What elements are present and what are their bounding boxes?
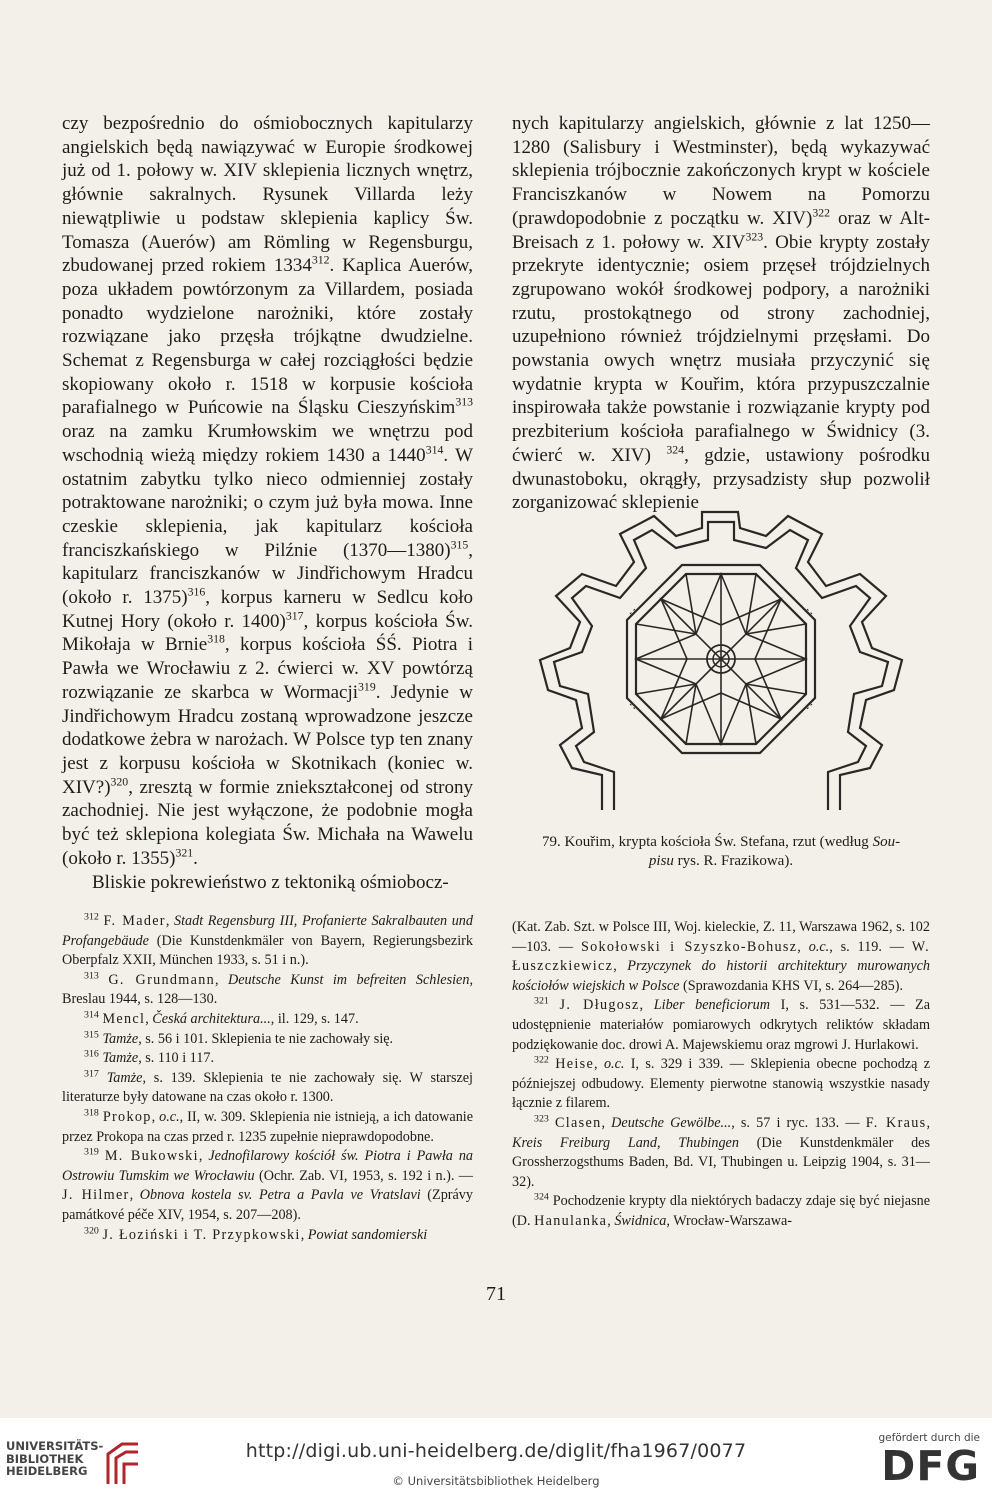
library-line: BIBLIOTHEK xyxy=(6,1451,84,1466)
text-run: . W ostatnim zabytku tylko nieco odmienniej zostały potraktowane narożniki; o czym już była mowa. Inne czeskie sklepienia, jak kapitularz kościoła franciszkańskiego w Pilźnie (1370—1380) xyxy=(62,444,474,561)
footer-bar xyxy=(0,1418,992,1500)
footnote-text: Tamże, s. 139. Sklepienia te nie zachowały się. W starszej literaturze były datowane na czas około r. 1300. xyxy=(62,1069,473,1106)
footnote-number: 314 xyxy=(84,1009,99,1021)
text-run: , gdzie, ustawiony pośrodku dwunastoboku, okrągły, przysadzisty słup pozwolił zorganizować sklepienie xyxy=(512,444,930,514)
caption-text: 79. Kouřim, krypta kościoła Św. Stefana, rzut (według xyxy=(541,834,873,850)
footnote xyxy=(512,1192,930,1231)
footnote-number: 324 xyxy=(534,1191,549,1203)
body-column-right xyxy=(512,112,930,515)
footnote-text: (Kat. Zab. Szt. w Polsce III, Woj. kieleckie, Z. 11, Warszawa 1962, s. 102—103. — Sokołowski i Szyszko-Bohusz, o.c., s. 119. — W. Łuszczkiewicz, Przyczynek do historii architektury murowanych kościołów wiejskich w Polsce (Sprawozdania KHS VI, s. 264—285). xyxy=(512,919,931,994)
footnotes-left xyxy=(62,912,473,1245)
text-run: . Obie krypty zostały przekryte identycznie; osiem przęseł trójdzielnych zgrupowano wokół środkowej podpory, a narożniki rzutu, prostokątnego od strony zachodniej, uzupełniono również trójdzielnymi przęsłami. Do powstania owych wnętrz musiała przyczynić się wydatnie krypta w Kouřim, która przypuszczalnie inspirowała także powstanie i rozwiązanie krypty pod prezbiterium kościoła parafialnego w Świdnicy (3. ćwierć w. XIV) xyxy=(512,231,930,466)
dfg-wordmark: DFG xyxy=(881,1442,980,1490)
dfg-logo[interactable] xyxy=(870,1432,980,1492)
copyright-notice: © Universitätsbibliothek Heidelberg xyxy=(392,1474,600,1488)
footnote-reference: 323 xyxy=(745,230,764,244)
text-run: , zresztą w formie zniekształconej od strony zachodniej. Nie jest wyłączone, że podobnie mogła być też sklepiona kolegiata Św. Michała na Wawelu (około r. 1355) xyxy=(62,776,473,869)
footnote xyxy=(512,918,930,996)
footnote-number: 312 xyxy=(84,911,99,923)
paragraph-2: Bliskie pokrewieństwo z tektoniką ośmiobocz- xyxy=(92,871,449,893)
caption-italic: Sou- xyxy=(872,834,901,850)
library-line: HEIDELBERG xyxy=(6,1464,88,1478)
footnote-number: 321 xyxy=(534,995,549,1007)
library-line: UNIVERSITÄTS- xyxy=(6,1439,104,1453)
footnote xyxy=(62,1226,473,1246)
footnote-number: 322 xyxy=(534,1054,549,1066)
footnote xyxy=(512,1055,930,1114)
footnote-number: 317 xyxy=(84,1068,99,1080)
text-run: , kapitularz franciszkanów w Jindřichowym Hradcu (około r. 1375) xyxy=(62,539,473,609)
footnote-reference: 312 xyxy=(311,253,330,267)
footnote xyxy=(62,1010,473,1030)
footnote-text: Tamże, s. 56 i 101. Sklepienia te nie zachowały się. xyxy=(102,1030,394,1047)
footnote-reference: 324 xyxy=(666,443,685,457)
footnote xyxy=(62,1069,473,1108)
caption-text: rys. R. Frazikowa). xyxy=(673,852,794,869)
footnote-reference: 314 xyxy=(425,443,444,457)
footnote-number: 319 xyxy=(84,1146,99,1158)
footnote-reference: 318 xyxy=(207,633,225,647)
footnote xyxy=(62,912,473,971)
footnote-number: 318 xyxy=(84,1107,99,1119)
footnote-reference: 319 xyxy=(358,680,376,694)
footnote-reference: 321 xyxy=(175,846,194,860)
footnote xyxy=(62,1030,473,1050)
footnote-text: Prokop, o.c., II, w. 309. Sklepienia nie istnieją, a ich datowanie przez Prokopa na czas przed r. 1235 zupełnie nieprawdopodobne. xyxy=(62,1108,474,1145)
paragraph-1 xyxy=(62,112,473,871)
text-run: oraz w Alt-Breisach z 1. połowy w. XIV xyxy=(512,207,930,253)
footnote-reference: 320 xyxy=(110,775,129,789)
footnote xyxy=(62,1147,473,1225)
footnote-number: 323 xyxy=(534,1113,549,1125)
text-run: . xyxy=(193,847,198,869)
footnote-number: 313 xyxy=(84,970,99,982)
footnote xyxy=(512,1114,930,1192)
body-column-left xyxy=(62,112,473,894)
text-run: , korpus kościoła Św. Mikołaja w Brnie xyxy=(62,610,473,656)
text-run: oraz na zamku Krumłowskim we wnętrzu pod wschodnią wieżą między rokiem 1430 a 1440 xyxy=(62,421,473,466)
page-number: 71 xyxy=(486,1283,506,1305)
footnote-text: Mencl, Česká architektura..., il. 129, s. 147. xyxy=(102,1010,359,1027)
footnote xyxy=(512,996,930,1055)
figure-plan-drawing xyxy=(512,510,930,820)
footnote-text: G. Grundmann, Deutsche Kunst im befreiten Schlesien, Breslau 1944, s. 128—130. xyxy=(62,971,473,1008)
footnote-number: 315 xyxy=(84,1028,99,1040)
text-run: . Jedynie w Jindřichowym Hradcu zostaną wprowadzone jeszcze dodatkowe żebra w narożach. W Polsce typ ten znany jest z korpusu kościoła w Skotnikach (koniec w. XIV?) xyxy=(62,681,473,798)
footnote xyxy=(62,1049,473,1069)
footnotes-right xyxy=(512,918,930,1232)
text-run: nych kapitularzy angielskich, głównie z lat 1250—1280 (Salisbury i Westminster), będą wykazywać sklepienia trójbocznie zakończonych krypt w kościele Franciszkanów w Nowem na Pomorzu (prawdopodobnie z początku w. XIV) xyxy=(512,113,930,229)
footnote-reference: 316 xyxy=(187,585,206,599)
footnote-reference: 313 xyxy=(455,396,473,410)
permalink-url[interactable]: http://digi.ub.uni-heidelberg.de/diglit/fha1967/0077 xyxy=(245,1440,747,1462)
footnote xyxy=(62,971,473,1010)
text-run: czy bezpośrednio do ośmiobocznych kapitularzy angielskich będą nawiązywać w Europie środkowej już od 1. połowy w. XIV sklepienia licznych wnętrz, głównie sakralnych. Rysunek Villarda leży niewątpliwie u podstaw sklepienia kaplicy Św. Tomasza (Auerów) am Römling w Regensburgu, zbudowanej przed rokiem 1334 xyxy=(62,113,473,277)
footnote-text: M. Bukowski, Jednofilarowy kościół św. Piotra i Pawła na Ostrowiu Tumskim we Wrocławiu (Ochr. Zab. VI, 1953, s. 192 i n.). — J. Hilmer, Obnova kostela sv. Petra a Pavla ve Vratslavi (Zprávy památkové péče XIV, 1954, s. 207—208). xyxy=(62,1148,474,1223)
paragraph-right xyxy=(512,112,930,515)
caption-italic: pisu xyxy=(648,852,674,869)
footnote-text: J. Długosz, Liber beneficiorum I, s. 531—532. — Za udostępnienie materiałów pomiarowych odkrytych reliktów składam podziękowanie doc. drowi A. Majewskiemu oraz mgrowi J. Hurlakowi. xyxy=(512,997,931,1053)
footnote-text: Heise, o.c. I, s. 329 i 339. — Sklepienia obecne pochodzą z późniejszej odbudowy. Elementy pierwotne stanowią wszystkie nasady łącznie z filarem. xyxy=(512,1056,931,1112)
text-run: , korpus karneru w Sedlcu koło Kutnej Hory (około r. 1400) xyxy=(62,587,473,632)
footnote-reference: 315 xyxy=(450,538,469,552)
text-run: , korpus kościoła ŚŚ. Piotra i Pawła we Wrocławiu z 2. ćwierci w. XV powtórzą rozwiązanie ze skarbca w Wormacji xyxy=(62,634,474,703)
footnote-number: 316 xyxy=(84,1048,99,1060)
dfg-tagline: gefördert durch die xyxy=(878,1432,980,1444)
footnote-reference: 322 xyxy=(812,206,831,220)
figure-caption xyxy=(512,833,930,870)
text-run: . Kaplica Auerów, poza układem powtórzonym za Villardem, posiada ponadto wydzielone narożniki, które zostały rozwiązane jako przęsła trójkątne dwudzielne. Schemat z Regensburga w całej rozciągłości będzie skopiowany około r. 1518 w korpusie kościoła parafialnego w Puńcowie na Śląsku Cieszyńskim xyxy=(62,255,474,419)
footnote-number: 320 xyxy=(84,1224,99,1236)
footnote-text: Clasen, Deutsche Gewölbe..., s. 57 i ryc. 133. — F. Kraus, Kreis Freiburg Land, Thubingen (Die Kunstdenkmäler des Grossherzogsthums Baden, Bd. VI, Thubingen u. Leipzig 1904, s. 31—32). xyxy=(512,1114,930,1190)
footnote-text: F. Mader, Stadt Regensburg III, Profanierte Sakralbauten und Profangebäude (Die Kunstdenkmäler von Bayern, Regierungsbezirk Oberpfalz XXII, München 1933, s. 51 i n.). xyxy=(62,913,473,969)
footnote-text: J. Łoziński i T. Przypkowski, Powiat sandomierski xyxy=(102,1226,428,1243)
footnote xyxy=(62,1108,473,1147)
footnote-text: Pochodzenie krypty dla niektórych badaczy zdaje się być niejasne (D. Hanulanka, Świdnica, Wrocław-Warszawa- xyxy=(512,1193,930,1229)
footnote-text: Tamże, s. 110 i 117. xyxy=(102,1050,214,1067)
footnote-reference: 317 xyxy=(285,609,304,623)
